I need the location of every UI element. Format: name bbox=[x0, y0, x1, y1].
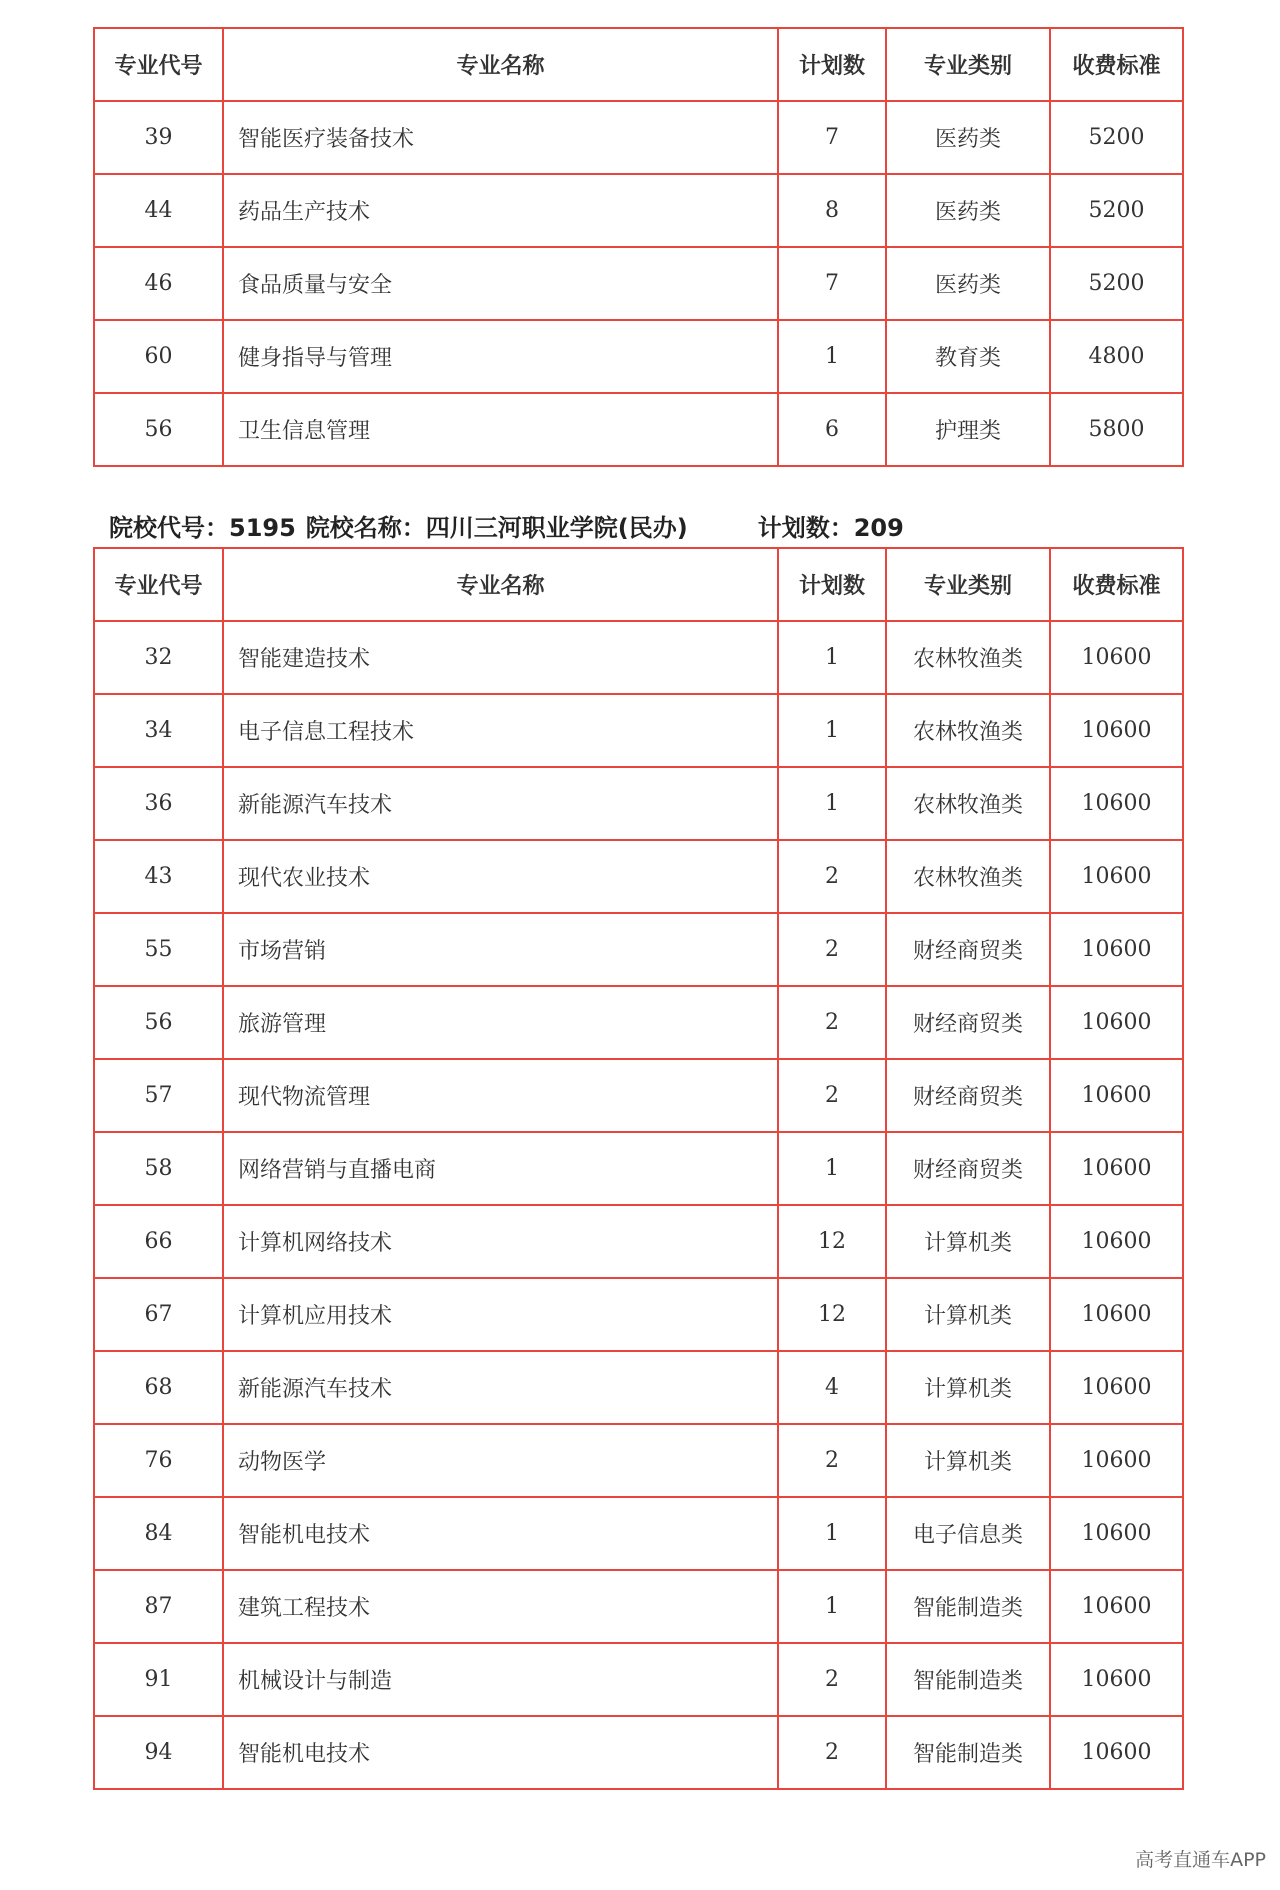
cell-fee: 10600 bbox=[1050, 1278, 1183, 1351]
header-code: 专业代号 bbox=[94, 548, 223, 621]
table-row bbox=[94, 1716, 1183, 1789]
cell-category: 智能制造类 bbox=[886, 1643, 1050, 1716]
table-row bbox=[94, 247, 1183, 320]
cell-fee: 10600 bbox=[1050, 840, 1183, 913]
major-table-2 bbox=[93, 547, 1184, 1790]
cell-fee: 10600 bbox=[1050, 986, 1183, 1059]
cell-category: 财经商贸类 bbox=[886, 1059, 1050, 1132]
table-header-row bbox=[94, 28, 1183, 101]
cell-code: 43 bbox=[94, 840, 223, 913]
cell-fee: 5800 bbox=[1050, 393, 1183, 466]
header-code: 专业代号 bbox=[94, 28, 223, 101]
table-row bbox=[94, 320, 1183, 393]
cell-name: 机械设计与制造 bbox=[223, 1643, 778, 1716]
cell-code: 87 bbox=[94, 1570, 223, 1643]
cell-category: 智能制造类 bbox=[886, 1716, 1050, 1789]
cell-fee: 10600 bbox=[1050, 1132, 1183, 1205]
cell-name: 市场营销 bbox=[223, 913, 778, 986]
cell-plan: 2 bbox=[778, 986, 886, 1059]
table-row bbox=[94, 913, 1183, 986]
cell-plan: 1 bbox=[778, 1497, 886, 1570]
header-category: 专业类别 bbox=[886, 548, 1050, 621]
cell-plan: 2 bbox=[778, 1424, 886, 1497]
cell-code: 46 bbox=[94, 247, 223, 320]
table-row bbox=[94, 621, 1183, 694]
cell-name: 新能源汽车技术 bbox=[223, 1351, 778, 1424]
cell-category: 护理类 bbox=[886, 393, 1050, 466]
cell-plan: 6 bbox=[778, 393, 886, 466]
cell-plan: 1 bbox=[778, 320, 886, 393]
cell-plan: 7 bbox=[778, 247, 886, 320]
cell-name: 网络营销与直播电商 bbox=[223, 1132, 778, 1205]
cell-code: 94 bbox=[94, 1716, 223, 1789]
table-2-body bbox=[94, 621, 1183, 1789]
table-header-row bbox=[94, 548, 1183, 621]
school-info-line bbox=[109, 508, 914, 543]
cell-code: 60 bbox=[94, 320, 223, 393]
cell-category: 智能制造类 bbox=[886, 1570, 1050, 1643]
cell-name: 电子信息工程技术 bbox=[223, 694, 778, 767]
cell-code: 84 bbox=[94, 1497, 223, 1570]
cell-code: 57 bbox=[94, 1059, 223, 1132]
cell-name: 卫生信息管理 bbox=[223, 393, 778, 466]
table-row bbox=[94, 1351, 1183, 1424]
cell-code: 36 bbox=[94, 767, 223, 840]
cell-name: 动物医学 bbox=[223, 1424, 778, 1497]
table-row bbox=[94, 1132, 1183, 1205]
table-row bbox=[94, 393, 1183, 466]
cell-fee: 10600 bbox=[1050, 1716, 1183, 1789]
header-fee: 收费标准 bbox=[1050, 28, 1183, 101]
school-code: 院校代号：5195 bbox=[109, 514, 296, 542]
cell-fee: 10600 bbox=[1050, 694, 1183, 767]
cell-category: 财经商贸类 bbox=[886, 913, 1050, 986]
table-row bbox=[94, 1278, 1183, 1351]
cell-plan: 1 bbox=[778, 1132, 886, 1205]
cell-plan: 2 bbox=[778, 1643, 886, 1716]
header-name: 专业名称 bbox=[223, 28, 778, 101]
cell-category: 农林牧渔类 bbox=[886, 767, 1050, 840]
table-row bbox=[94, 1205, 1183, 1278]
cell-plan: 2 bbox=[778, 1716, 886, 1789]
cell-name: 药品生产技术 bbox=[223, 174, 778, 247]
cell-fee: 10600 bbox=[1050, 1424, 1183, 1497]
table-row bbox=[94, 1570, 1183, 1643]
header-name: 专业名称 bbox=[223, 548, 778, 621]
cell-plan: 2 bbox=[778, 1059, 886, 1132]
school-name: 院校名称：四川三河职业学院(民办) bbox=[305, 514, 688, 542]
cell-code: 67 bbox=[94, 1278, 223, 1351]
cell-name: 计算机网络技术 bbox=[223, 1205, 778, 1278]
table-row bbox=[94, 986, 1183, 1059]
cell-plan: 1 bbox=[778, 694, 886, 767]
cell-name: 智能建造技术 bbox=[223, 621, 778, 694]
cell-category: 计算机类 bbox=[886, 1424, 1050, 1497]
cell-name: 现代物流管理 bbox=[223, 1059, 778, 1132]
table-row bbox=[94, 1643, 1183, 1716]
table-1-body bbox=[94, 101, 1183, 466]
cell-name: 新能源汽车技术 bbox=[223, 767, 778, 840]
cell-category: 医药类 bbox=[886, 174, 1050, 247]
cell-code: 58 bbox=[94, 1132, 223, 1205]
cell-fee: 5200 bbox=[1050, 174, 1183, 247]
cell-code: 68 bbox=[94, 1351, 223, 1424]
cell-plan: 7 bbox=[778, 101, 886, 174]
cell-fee: 10600 bbox=[1050, 767, 1183, 840]
cell-fee: 4800 bbox=[1050, 320, 1183, 393]
cell-fee: 10600 bbox=[1050, 913, 1183, 986]
cell-fee: 10600 bbox=[1050, 1570, 1183, 1643]
cell-plan: 1 bbox=[778, 621, 886, 694]
cell-code: 56 bbox=[94, 393, 223, 466]
cell-plan: 12 bbox=[778, 1205, 886, 1278]
cell-fee: 10600 bbox=[1050, 1205, 1183, 1278]
cell-plan: 8 bbox=[778, 174, 886, 247]
cell-category: 电子信息类 bbox=[886, 1497, 1050, 1570]
cell-category: 计算机类 bbox=[886, 1205, 1050, 1278]
cell-category: 财经商贸类 bbox=[886, 1132, 1050, 1205]
cell-category: 财经商贸类 bbox=[886, 986, 1050, 1059]
cell-plan: 2 bbox=[778, 913, 886, 986]
cell-code: 44 bbox=[94, 174, 223, 247]
cell-name: 计算机应用技术 bbox=[223, 1278, 778, 1351]
cell-name: 现代农业技术 bbox=[223, 840, 778, 913]
table-row bbox=[94, 174, 1183, 247]
cell-category: 医药类 bbox=[886, 247, 1050, 320]
cell-category: 农林牧渔类 bbox=[886, 694, 1050, 767]
cell-plan: 2 bbox=[778, 840, 886, 913]
cell-category: 医药类 bbox=[886, 101, 1050, 174]
cell-category: 计算机类 bbox=[886, 1278, 1050, 1351]
table-row bbox=[94, 1059, 1183, 1132]
watermark: 高考直通车APP bbox=[1135, 1849, 1266, 1871]
table-row bbox=[94, 694, 1183, 767]
cell-code: 34 bbox=[94, 694, 223, 767]
cell-category: 农林牧渔类 bbox=[886, 840, 1050, 913]
cell-name: 旅游管理 bbox=[223, 986, 778, 1059]
header-fee: 收费标准 bbox=[1050, 548, 1183, 621]
cell-fee: 10600 bbox=[1050, 1497, 1183, 1570]
cell-name: 智能机电技术 bbox=[223, 1497, 778, 1570]
school-plan-count: 计划数：209 bbox=[757, 514, 904, 542]
table-row bbox=[94, 840, 1183, 913]
table-row bbox=[94, 1497, 1183, 1570]
cell-name: 建筑工程技术 bbox=[223, 1570, 778, 1643]
cell-code: 39 bbox=[94, 101, 223, 174]
cell-plan: 1 bbox=[778, 767, 886, 840]
cell-code: 56 bbox=[94, 986, 223, 1059]
cell-plan: 4 bbox=[778, 1351, 886, 1424]
cell-fee: 5200 bbox=[1050, 247, 1183, 320]
cell-name: 智能医疗装备技术 bbox=[223, 101, 778, 174]
cell-fee: 5200 bbox=[1050, 101, 1183, 174]
table-row bbox=[94, 1424, 1183, 1497]
header-category: 专业类别 bbox=[886, 28, 1050, 101]
cell-plan: 1 bbox=[778, 1570, 886, 1643]
major-table-1 bbox=[93, 27, 1184, 467]
table-row bbox=[94, 767, 1183, 840]
cell-code: 91 bbox=[94, 1643, 223, 1716]
cell-name: 智能机电技术 bbox=[223, 1716, 778, 1789]
header-plan: 计划数 bbox=[778, 28, 886, 101]
cell-plan: 12 bbox=[778, 1278, 886, 1351]
cell-fee: 10600 bbox=[1050, 1059, 1183, 1132]
cell-fee: 10600 bbox=[1050, 1351, 1183, 1424]
cell-name: 健身指导与管理 bbox=[223, 320, 778, 393]
cell-name: 食品质量与安全 bbox=[223, 247, 778, 320]
cell-category: 计算机类 bbox=[886, 1351, 1050, 1424]
cell-category: 农林牧渔类 bbox=[886, 621, 1050, 694]
header-plan: 计划数 bbox=[778, 548, 886, 621]
cell-code: 76 bbox=[94, 1424, 223, 1497]
cell-fee: 10600 bbox=[1050, 1643, 1183, 1716]
cell-category: 教育类 bbox=[886, 320, 1050, 393]
table-row bbox=[94, 101, 1183, 174]
cell-code: 55 bbox=[94, 913, 223, 986]
cell-code: 66 bbox=[94, 1205, 223, 1278]
cell-code: 32 bbox=[94, 621, 223, 694]
cell-fee: 10600 bbox=[1050, 621, 1183, 694]
